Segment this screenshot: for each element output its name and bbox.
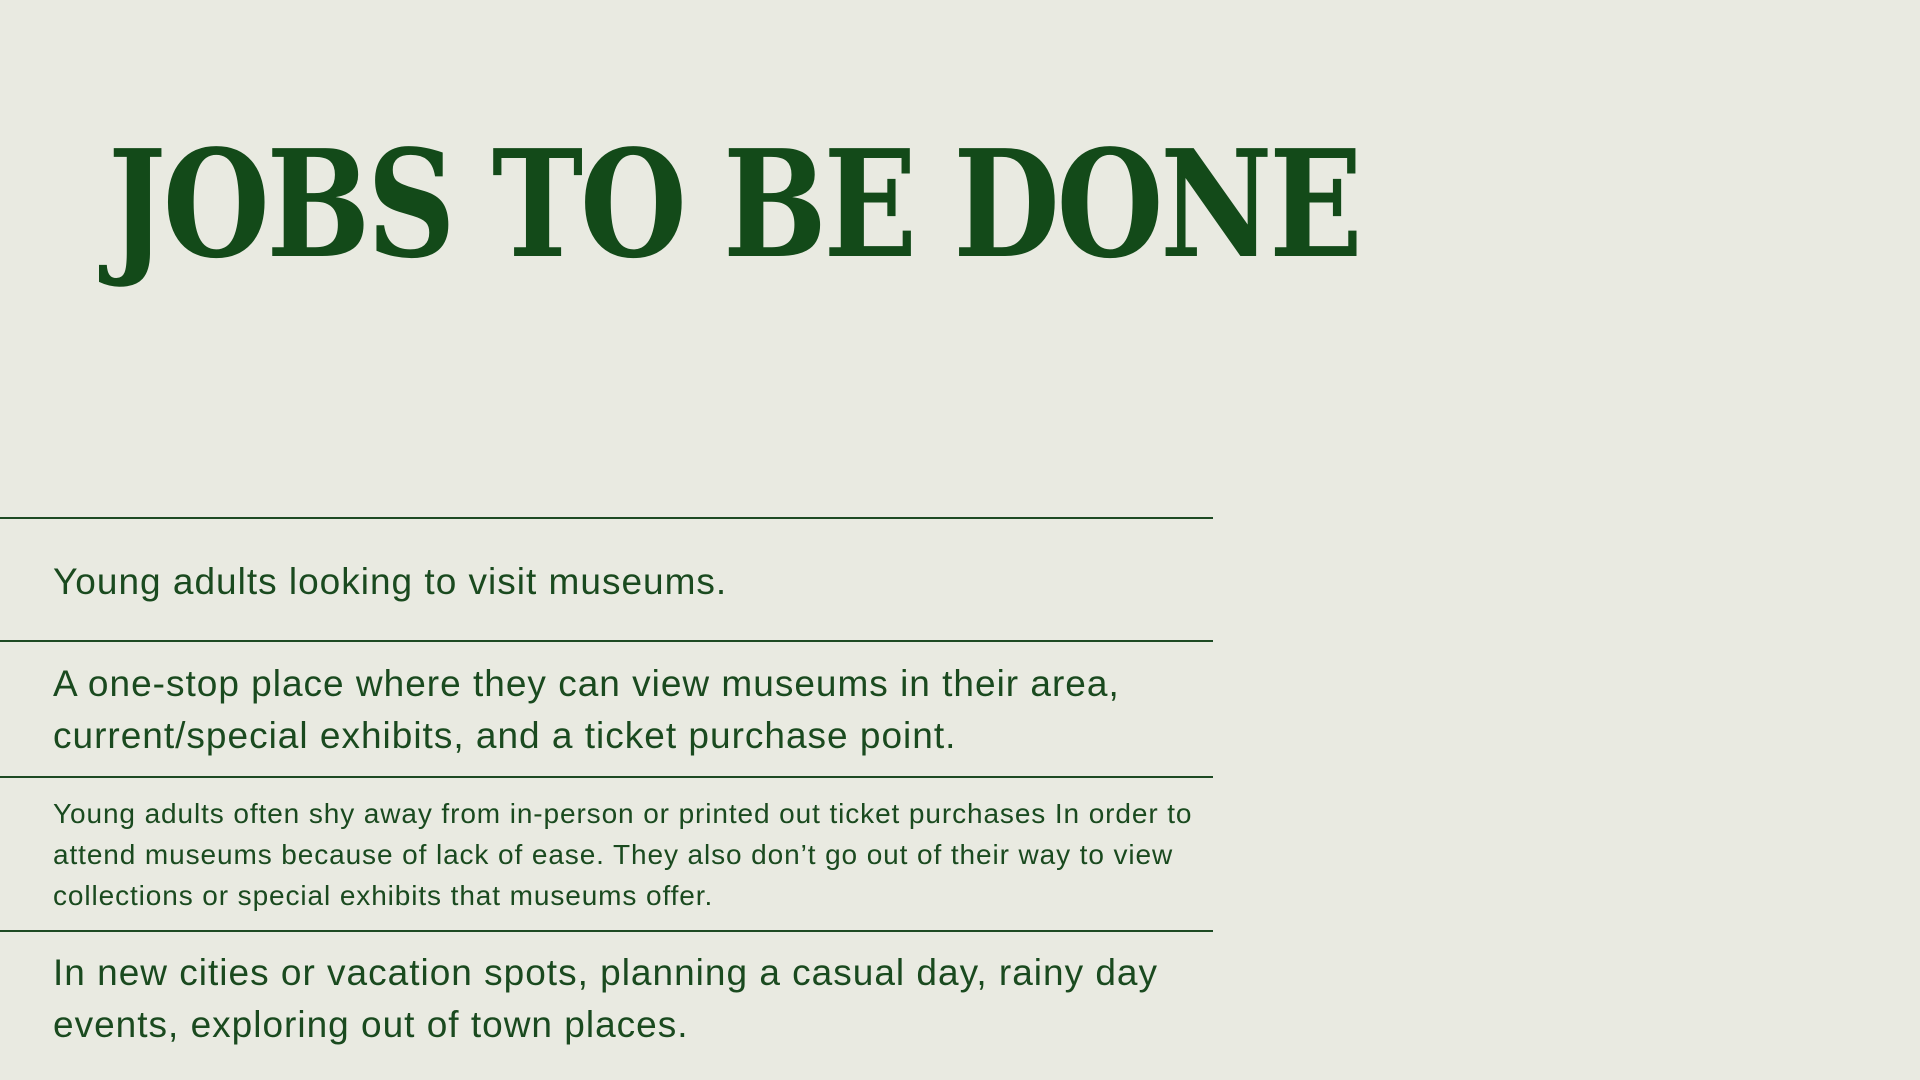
slide-title: JOBS TO BE DONE (108, 117, 1360, 291)
row-problem-text: Young adults often shy away from in-person or printed out ticket purchases In order to attend museums because of lack of ease. They also don’t go out of their way to view collections or special exhibits that museums offer. (53, 798, 1193, 911)
divider-line (0, 640, 1213, 642)
row-audience-text: Young adults looking to visit museums. (53, 561, 728, 602)
divider-line (0, 930, 1213, 932)
row-context-text: In new cities or vacation spots, planning a casual day, rainy day events, exploring out of town places. (53, 952, 1159, 1045)
divider-line (0, 776, 1213, 778)
divider-line (0, 517, 1213, 519)
row-solution-text: A one-stop place where they can view museums in their area, current/special exhibits, and a ticket purchase point. (53, 663, 1120, 756)
